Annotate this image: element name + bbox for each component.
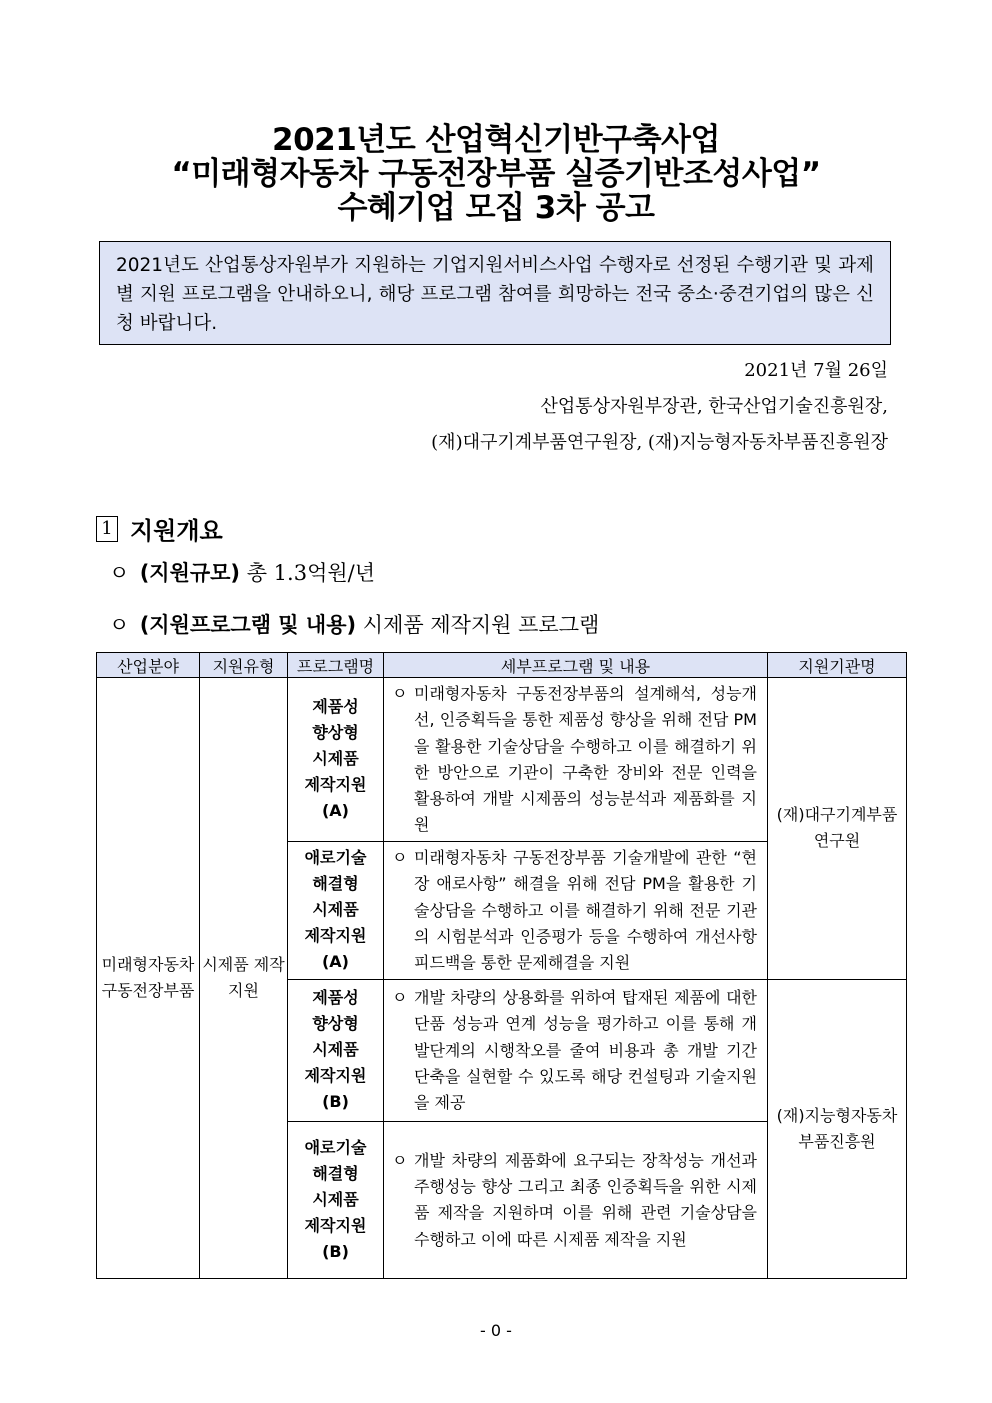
program-name-line: 애로기술 — [304, 848, 367, 868]
detail-text: 개발 차량의 제품화에 요구되는 장착성능 개선과 주행성능 향상 그리고 최종 인증획득을 위한 시제품 제작을 지원하며 이를 위해 관련 기술상담을 수행하고 이에 따른 시제품 제작을 지원 — [414, 1150, 757, 1249]
agency-cell: (재)대구기계부품 연구원 — [768, 678, 907, 980]
program-table — [96, 652, 907, 1279]
support-type-cell: 시제품 제작지원 — [200, 678, 288, 1279]
header-support-type: 지원유형 — [200, 653, 288, 678]
title-line: “미래형자동차 구동전장부품 실증기반조성사업” — [171, 156, 821, 192]
bullet-mark: ㅇ — [392, 988, 408, 1008]
section-number: 1 — [96, 516, 118, 542]
support-scale-line — [109, 557, 375, 587]
detail-cell — [384, 841, 768, 979]
header-industry: 산업분야 — [97, 653, 200, 678]
support-program-key: (지원프로그램 및 내용) — [139, 613, 357, 637]
bullet-mark: ㅇ — [392, 848, 408, 868]
bullet-mark: ㅇ — [109, 613, 130, 637]
program-name-line: (A) — [321, 801, 349, 821]
program-name-cell — [288, 841, 384, 979]
detail-cell — [384, 979, 768, 1121]
program-name-line: 시제품 — [312, 1040, 359, 1060]
program-name-line: (B) — [322, 1092, 349, 1112]
header-detail: 세부프로그램 및 내용 — [384, 653, 768, 678]
intro-text: 2021년도 산업통상자원부가 지원하는 기업지원서비스사업 수행자로 선정된 수행기관 및 과제별 지원 프로그램을 안내하오니, 해당 프로그램 참여를 희망하는 전국 중소·중견기업의 많은 신청 바랍니다. — [116, 255, 874, 334]
table-row — [97, 678, 907, 842]
program-name-line: 시제품 — [312, 1189, 359, 1209]
program-name-line: 제작지원 — [304, 926, 367, 946]
support-scale-key: (지원규모) — [139, 561, 241, 585]
program-name-line: 시제품 — [312, 900, 359, 920]
program-name-line: 해결형 — [312, 1163, 359, 1183]
program-name-cell — [288, 678, 384, 842]
program-name-line: 향상형 — [312, 723, 359, 743]
bullet-mark: ㅇ — [392, 1150, 408, 1170]
program-name-line: 제품성 — [312, 697, 359, 717]
title-line: 수혜기업 모집 3차 공고 — [337, 190, 655, 226]
title-line: 2021년도 산업혁신기반구축사업 — [272, 122, 720, 158]
program-name-line: 제작지원 — [304, 775, 367, 795]
bullet-mark: ㅇ — [392, 684, 408, 703]
issuers-line: (재)대구기계부품연구원장, (재)지능형자동차부품진흥원장 — [431, 432, 888, 453]
intro-box — [99, 241, 891, 345]
table-header-row — [97, 653, 907, 678]
detail-text: 미래형자동차 구동전장부품 기술개발에 관한 “현장 애로사항” 해결을 위해 전담 PM을 활용한 기술상담을 수행하고 이를 해결하기 위해 전문 기관의 시험분석과 인증평가 등을 수행하여 개선사항 피드백을 통한 문제해결을 지원 — [414, 848, 757, 973]
program-name-line: 해결형 — [312, 874, 359, 894]
program-name-line: 제작지원 — [304, 1066, 367, 1086]
program-name-line: 애로기술 — [304, 1137, 367, 1157]
announcement-info — [431, 353, 888, 461]
page-title — [0, 123, 992, 225]
program-name-line: 제품성 — [312, 988, 359, 1008]
support-scale-value: 총 1.3억원/년 — [246, 561, 376, 585]
header-agency: 지원기관명 — [768, 653, 907, 678]
program-name-line: (B) — [322, 1241, 349, 1261]
industry-cell: 미래형자동차 구동전장부품 — [97, 678, 200, 1279]
program-name-line: 제작지원 — [304, 1215, 367, 1235]
program-name-line: 향상형 — [312, 1014, 359, 1034]
program-name-cell — [288, 1121, 384, 1278]
issuers-line: 산업통상자원부장관, 한국산업기술진흥원장, — [540, 396, 888, 417]
section-title: 지원개요 — [130, 517, 223, 545]
header-program-name: 프로그램명 — [288, 653, 384, 678]
bullet-mark: ㅇ — [109, 561, 130, 585]
support-program-value: 시제품 제작지원 프로그램 — [362, 613, 600, 637]
detail-cell — [384, 678, 768, 842]
program-name-line: (A) — [321, 952, 349, 972]
support-program-line — [109, 609, 599, 639]
detail-text: 미래형자동차 구동전장부품의 설계해석, 성능개선, 인증획득을 통한 제품성 향상을 위해 전담 PM을 활용한 기술상담을 수행하고 이를 해결하기 위한 방안으로 기관이 구축한 장비와 전문 인력을 활용하여 개발 시제품의 성능분석과 제품화를 지원 — [414, 684, 757, 835]
section-heading — [96, 511, 223, 546]
detail-text: 개발 차량의 상용화를 위하여 탑재된 제품에 대한 단품 성능과 연계 성능을 평가하고 이를 통해 개발단계의 시행착오를 줄여 비용과 총 개발 기간 단축을 실현할 수 있도록 해당 컨설팅과 기술지원을 제공 — [414, 988, 757, 1113]
announcement-date: 2021년 7월 26일 — [744, 360, 888, 381]
agency-cell: (재)지능형자동차 부품진흥원 — [768, 979, 907, 1278]
detail-cell — [384, 1121, 768, 1278]
program-name-cell — [288, 979, 384, 1121]
program-name-line: 시제품 — [312, 749, 359, 769]
page-number: - 0 - — [480, 1321, 512, 1340]
